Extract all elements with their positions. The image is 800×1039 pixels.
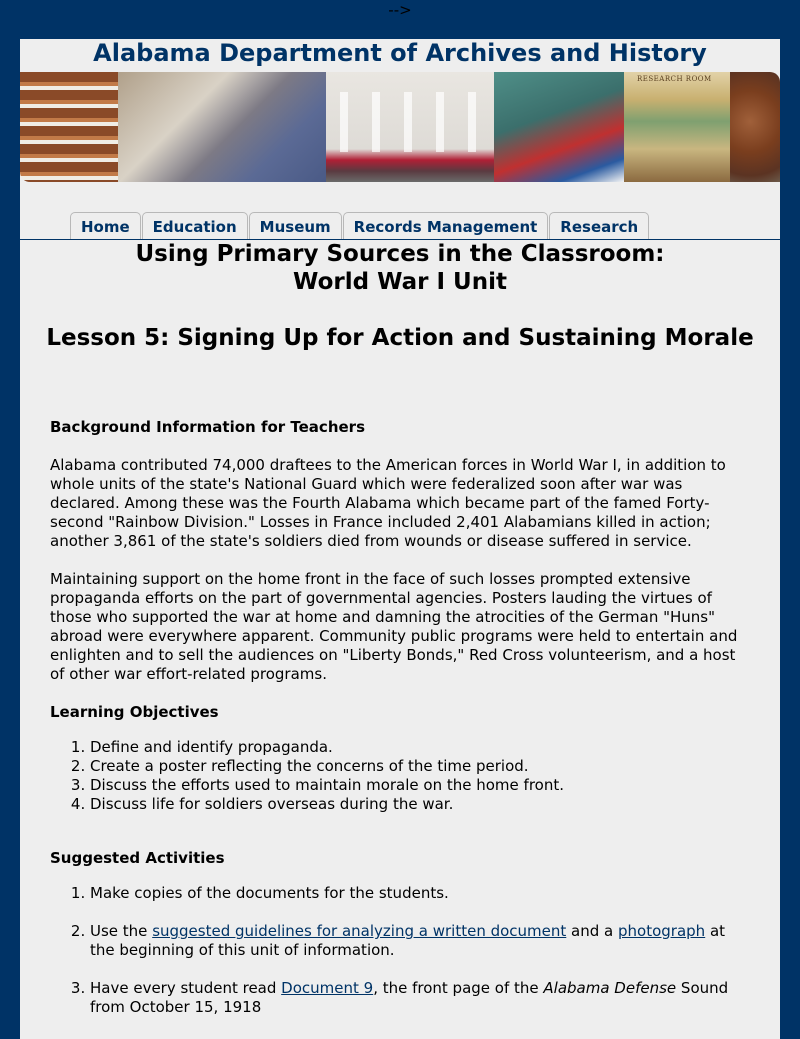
activity-2-pre: Use the	[90, 922, 153, 940]
activity-3-post: Sound from October 15, 1918	[90, 979, 729, 1016]
activity-3-mid: , the front page of the	[373, 979, 544, 997]
activity-item-2	[90, 922, 750, 979]
activity-item-3	[90, 979, 750, 1017]
activities-heading: Suggested Activities	[50, 849, 225, 867]
header-banner-image	[20, 72, 780, 182]
banner-research-room	[624, 72, 730, 182]
page-container	[20, 39, 780, 1039]
objective-item: 2. Create a poster reflecting the concerns of the time period.	[90, 757, 750, 776]
lesson-title: Lesson 5: Signing Up for Action and Sustaining Morale	[46, 325, 754, 351]
activity-2-mid: and a	[566, 922, 618, 940]
main-content	[20, 240, 780, 1017]
banner-researchers	[118, 72, 326, 182]
nav-tab-education[interactable]: Education	[142, 212, 248, 239]
nav-tab-research[interactable]: Research	[549, 212, 649, 239]
activity-3-pre: Have every student read	[90, 979, 282, 997]
main-nav	[70, 212, 650, 239]
stray-comment-text: -->	[388, 1, 412, 19]
banner-students-museum	[494, 72, 624, 182]
activity-2-post: at the beginning of this unit of information.	[90, 922, 726, 959]
banner-archive-shelves	[20, 72, 118, 182]
newspaper-title: Alabama Defense	[543, 979, 677, 997]
document-9-link[interactable]: Document 9	[281, 979, 374, 997]
research-room-sign: RESEARCH ROOM	[637, 75, 712, 83]
background-paragraph-2: Maintaining support on the home front in the face of such losses prompted extensive propaganda efforts on the part of governmental agencies. Posters lauding the virtues of those who supported the war at home and damning the atrocities of the German "Huns" abroad were everywhere apparent. Community public programs were held to entertain and enlighten and to sell the audiences on "Liberty Bonds," Red Cross volunteerism, and a host of other war effort-related programs.	[50, 570, 738, 683]
unit-title-line2: World War I Unit	[293, 269, 507, 295]
banner-building-columns	[326, 92, 494, 152]
nav-tab-museum[interactable]: Museum	[249, 212, 342, 239]
objectives-list	[50, 738, 750, 814]
banner-statue	[730, 72, 780, 182]
objective-item: 4. Discuss life for soldiers overseas during the war.	[90, 795, 750, 814]
site-title[interactable]: Alabama Department of Archives and History	[93, 39, 707, 67]
objectives-heading: Learning Objectives	[50, 703, 219, 721]
nav-tab-home[interactable]: Home	[70, 212, 141, 239]
photograph-guidelines-link[interactable]: photograph	[618, 922, 706, 940]
activity-1-text: Make copies of the documents for the students.	[90, 884, 449, 902]
activities-list	[50, 884, 750, 1017]
unit-title	[20, 240, 780, 296]
lesson-body	[20, 418, 780, 1017]
objective-item: 3. Discuss the efforts used to maintain morale on the home front.	[90, 776, 750, 795]
unit-title-line1: Using Primary Sources in the Classroom:	[135, 241, 665, 267]
objective-item: 1. Define and identify propaganda.	[90, 738, 750, 757]
background-paragraph-1: Alabama contributed 74,000 draftees to the American forces in World War I, in addition to whole units of the state's National Guard which were federalized soon after war was declared. Among these was the Fourth Alabama which became part of the famed Forty-second "Rainbow Division." Losses in France included 2,401 Alabamians killed in action; another 3,861 of the state's soldiers died from wounds or disease suffered in service.	[50, 456, 726, 550]
nav-tab-records-management[interactable]: Records Management	[343, 212, 549, 239]
written-document-guidelines-link[interactable]: suggested guidelines for analyzing a written document	[152, 922, 567, 940]
background-heading: Background Information for Teachers	[50, 418, 365, 436]
activity-item-1	[90, 884, 750, 922]
